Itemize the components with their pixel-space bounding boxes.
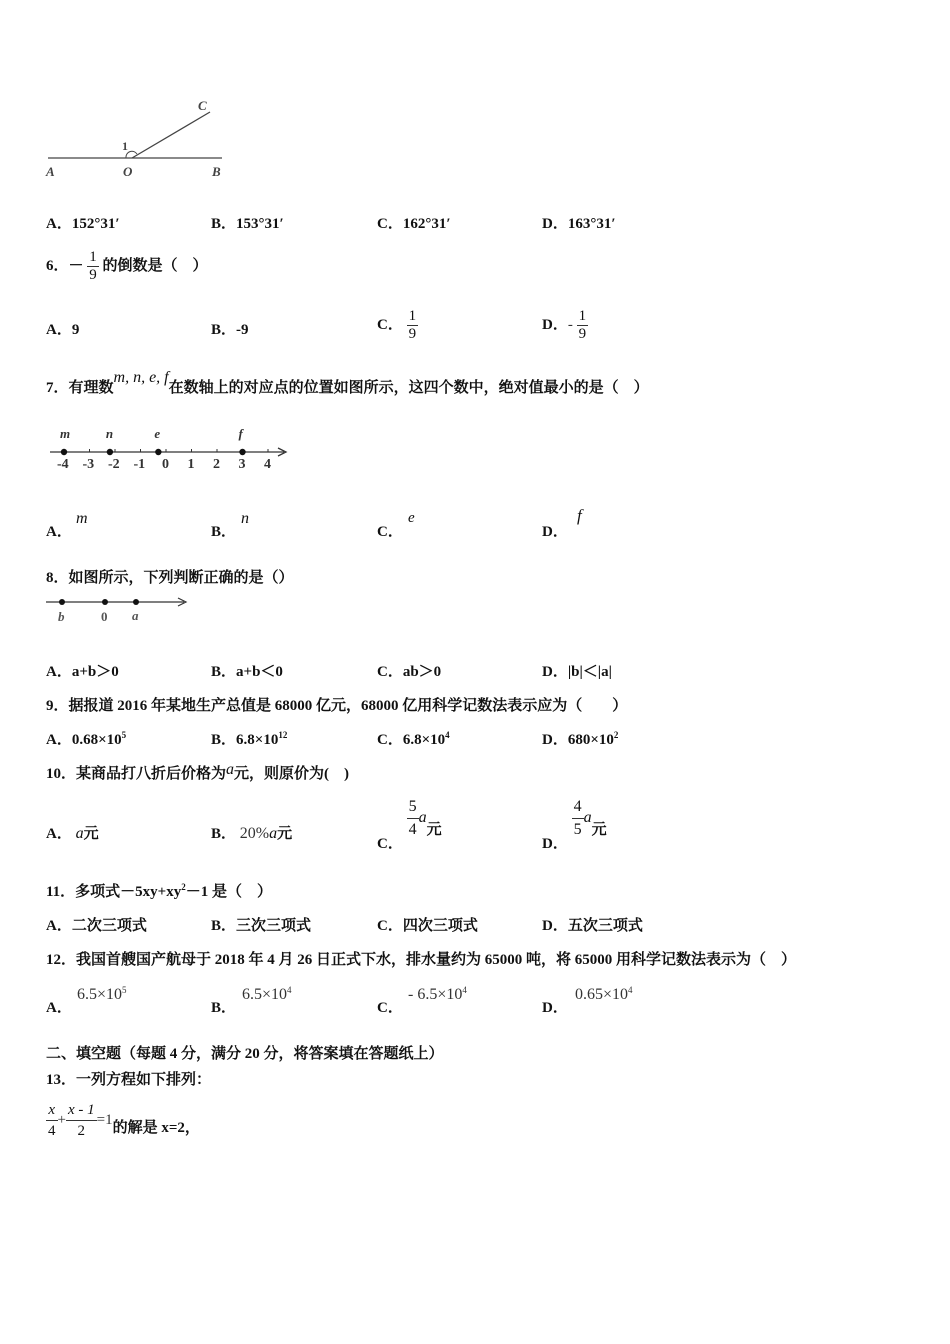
- section-title: 二、填空题（每题 4 分，满分 20 分，将答案填在答题纸上）: [46, 1046, 444, 1062]
- q7-option-c[interactable]: C．: [377, 524, 403, 540]
- tick-label: -4: [57, 457, 69, 472]
- q7-stem: 7．有理数m, n, e, f在数轴上的对应点的位置如图所示，这四个数中，绝对值最小的是（ ）: [46, 369, 649, 396]
- q5-option-c[interactable]: C．162°31′: [377, 216, 451, 232]
- q12-option-a-value: $6.5\times 10^5$: [77, 985, 127, 1003]
- q9-stem: 9．据报道 2016 年某地生产总值是 68000 亿元，68000 亿用科学记数法表示应为（ ）: [46, 698, 628, 714]
- q12-option-c-letter[interactable]: C．: [377, 1000, 403, 1016]
- q12-option-b-letter[interactable]: B．: [211, 1000, 237, 1016]
- label-b: b: [58, 609, 65, 624]
- q9-option-c[interactable]: C．$6.8\times 10^4$: [377, 730, 450, 748]
- q9-option-b[interactable]: B．$6.8\times 10^{12}$: [211, 730, 288, 748]
- label-c: C: [198, 98, 207, 113]
- q7-option-c-var: e: [408, 510, 415, 526]
- q6-option-d[interactable]: D．- $\frac{1}{9}$: [542, 308, 587, 342]
- q10-option-d[interactable]: D． $\frac{4}{5}$ a元: [542, 798, 607, 852]
- q5-option-a[interactable]: A．152°31′: [46, 216, 120, 232]
- q8-option-c[interactable]: C．ab＞0: [377, 664, 442, 680]
- q11-option-c[interactable]: C．四次三项式: [377, 918, 478, 934]
- q12-option-a-letter[interactable]: A．: [46, 1000, 72, 1016]
- tick-label: 2: [213, 457, 220, 472]
- q8-option-a[interactable]: A．a+b＞0: [46, 664, 119, 680]
- tick-label: 0: [162, 457, 169, 472]
- tick-label: 4: [264, 457, 271, 472]
- point-e: [155, 449, 161, 455]
- q12-option-c-value: - $6.5\times 10^4$: [408, 985, 467, 1003]
- tick-label: 3: [238, 457, 246, 472]
- q13-equation: $\frac{x}{4}$ + $\frac{x - 1}{2}$ =1的解是 x=2，: [48, 1102, 200, 1139]
- point-label-f: f: [238, 426, 243, 441]
- q13-stem: 13．一列方程如下排列：: [46, 1072, 212, 1088]
- tick-label: -3: [82, 457, 95, 472]
- tick-label: -2: [108, 457, 120, 472]
- point-a: [133, 599, 139, 605]
- q8-stem: 8．如图所示，下列判断正确的是（）: [46, 570, 294, 586]
- point-m: [61, 449, 67, 455]
- q11-stem: 11．多项式$-5xy+xy^2-1$ 是（ ）: [46, 882, 272, 900]
- q12-option-d-letter[interactable]: D．: [542, 1000, 568, 1016]
- q12-stem: 12．我国首艘国产航母于 2018 年 4 月 26 日正式下水，排水量约为 65000 吨，将 65000 用科学记数法表示为（ ）: [46, 952, 797, 968]
- point-n: [107, 449, 113, 455]
- q8-option-d[interactable]: D．|b|＜|a|: [542, 664, 612, 680]
- q5-option-d[interactable]: D．163°31′: [542, 216, 616, 232]
- q10-option-b[interactable]: B． 20%a元: [211, 825, 293, 842]
- q11-option-b[interactable]: B．三次三项式: [211, 918, 312, 934]
- q7-option-d[interactable]: D．: [542, 524, 568, 540]
- q10-stem: 10．某商品打八折后价格为a元，则原价为( ): [46, 761, 350, 782]
- q8-option-b[interactable]: B．a+b＜0: [211, 664, 283, 680]
- point-f: [239, 449, 245, 455]
- q12-option-d-value: $0.65\times 10^4$: [575, 985, 633, 1003]
- q5-option-b[interactable]: B．153°31′: [211, 216, 284, 232]
- q12-option-b-value: $6.5\times 10^4$: [242, 985, 292, 1003]
- point-label-e: e: [154, 426, 161, 441]
- q7-option-a[interactable]: A．: [46, 524, 72, 540]
- angle-figure: [40, 92, 240, 184]
- point-label-n: n: [105, 426, 114, 441]
- q7-option-a-var: m: [76, 510, 88, 527]
- point-zero: [102, 599, 108, 605]
- q7-option-d-var: f: [577, 506, 582, 525]
- label-a: a: [132, 608, 139, 623]
- q7-option-b-var: n: [241, 510, 249, 527]
- label-angle-1: 1: [122, 139, 128, 153]
- q6-stem: 6．－ $\frac{1}{9}$ 的倒数是（ ）: [46, 249, 208, 283]
- point-label-m: m: [60, 426, 71, 441]
- label-a: A: [46, 164, 55, 179]
- label-b: B: [212, 164, 221, 179]
- tick-label: 1: [187, 457, 195, 472]
- label-o: O: [123, 164, 133, 179]
- q6-option-c[interactable]: C． $\frac{1}{9}$: [377, 308, 417, 342]
- tick-label: -1: [133, 457, 146, 472]
- q7-number-line: [44, 422, 294, 478]
- q6-fraction: $\frac{1}{9}$: [89, 249, 97, 283]
- q10-option-c[interactable]: C． $\frac{5}{4}$ a元: [377, 798, 442, 852]
- q6-option-b[interactable]: B．-9: [211, 322, 249, 338]
- q11-option-d[interactable]: D．五次三项式: [542, 918, 643, 934]
- q6-option-a[interactable]: A．9: [46, 322, 80, 338]
- q7-option-b[interactable]: B．: [211, 524, 237, 540]
- q10-option-a[interactable]: A． a元: [46, 825, 99, 842]
- q9-option-d[interactable]: D．$680\times 10^2$: [542, 730, 619, 748]
- q9-option-a[interactable]: A．$0.68\times 10^5$: [46, 730, 127, 748]
- point-b: [59, 599, 65, 605]
- q8-number-line: [44, 594, 194, 628]
- q11-option-a[interactable]: A．二次三项式: [46, 918, 147, 934]
- label-zero: 0: [101, 609, 108, 624]
